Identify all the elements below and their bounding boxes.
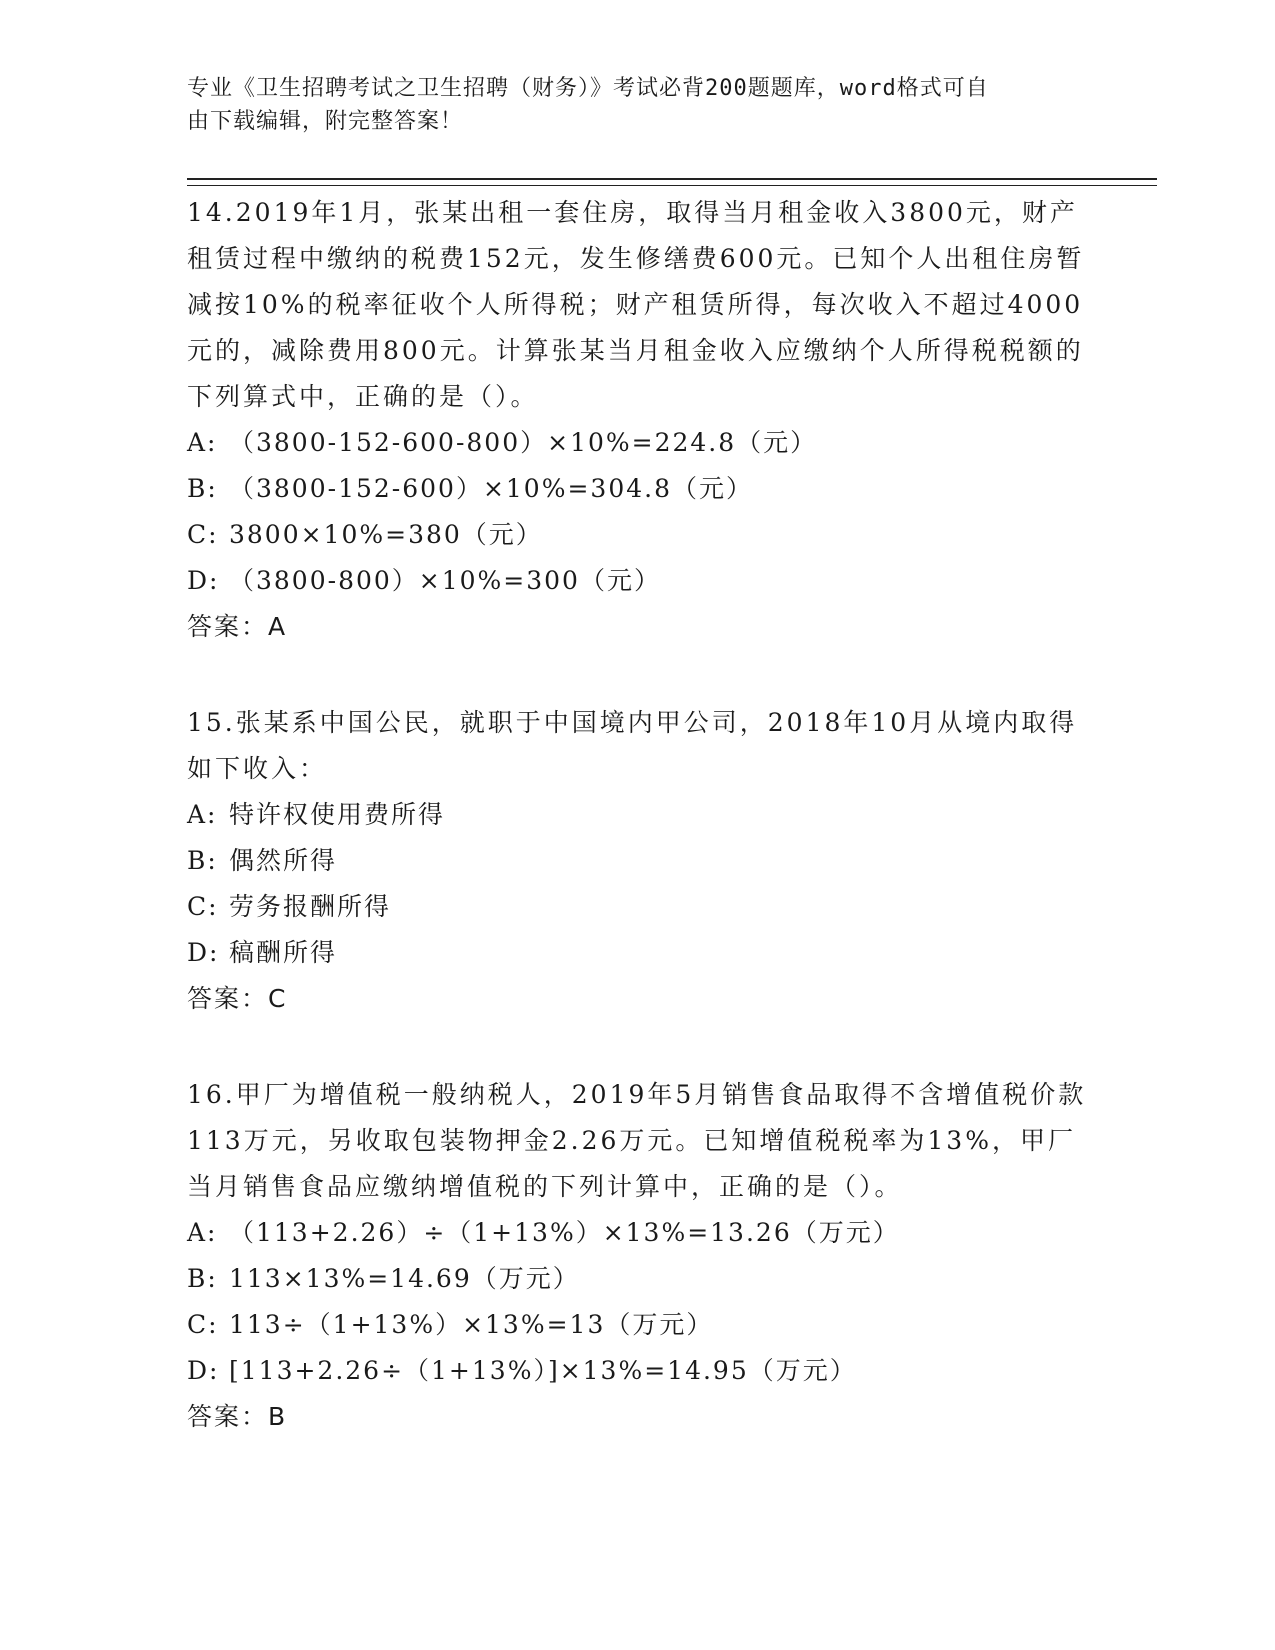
answer-line: 答案：B [187,1402,288,1431]
header-divider [187,178,1157,186]
option-a [187,420,1087,466]
option-d [187,930,1087,976]
option-text: 113×13%=14.69（万元） [229,1264,580,1293]
option-key: D: [187,566,220,595]
option-text: 劳务报酬所得 [229,892,392,921]
option-c [187,1302,1087,1348]
option-b [187,466,1087,512]
option-key: B: [187,846,218,875]
option-a [187,1210,1087,1256]
document-header [187,72,1067,138]
option-b [187,1256,1087,1302]
option-key: C: [187,892,219,921]
question-15 [187,700,1087,1022]
option-key: C: [187,1310,219,1339]
header-line-2: 由下载编辑，附完整答案！ [187,109,464,134]
option-d [187,1348,1087,1394]
option-text: 3800×10%=380（元） [229,520,543,549]
option-text: （113+2.26）÷（1+13%）×13%=13.26（万元） [229,1218,900,1247]
option-text: 稿酬所得 [229,938,338,967]
option-c [187,512,1087,558]
option-key: A: [187,800,218,829]
question-stem: 14.2019年1月，张某出租一套住房，取得当月租金收入3800元，财产租赁过程中缴纳的税费152元，发生修缮费600元。已知个人出租住房暂减按10%的税率征收个人所得税；财产租赁所得，每次收入不超过4000元的，减除费用800元。计算张某当月租金收入应缴纳个人所得税税额的下列算式中，正确的是（）。 [187,198,1085,411]
question-list [187,190,1087,1440]
question-14 [187,190,1087,650]
option-b [187,838,1087,884]
option-key: D: [187,938,220,967]
answer-line: 答案：C [187,984,288,1013]
question-16 [187,1072,1087,1440]
option-key: A: [187,428,218,457]
option-text: （3800-152-600-800）×10%=224.8（元） [229,428,818,457]
option-key: B: [187,1264,218,1293]
option-text: 113÷（1+13%）×13%=13（万元） [229,1310,714,1339]
option-text: 特许权使用费所得 [229,800,446,829]
option-a [187,792,1087,838]
option-key: D: [187,1356,220,1385]
option-text: 偶然所得 [229,846,338,875]
option-text: （3800-152-600）×10%=304.8（元） [229,474,753,503]
option-c [187,884,1087,930]
option-text: （3800-800）×10%=300（元） [229,566,661,595]
answer-line: 答案：A [187,612,288,641]
question-stem: 16.甲厂为增值税一般纳税人，2019年5月销售食品取得不含增值税价款113万元，另收取包装物押金2.26万元。已知增值税税率为13%，甲厂当月销售食品应缴纳增值税的下列计算中，正确的是（）。 [187,1080,1087,1201]
option-key: C: [187,520,219,549]
question-stem: 15.张某系中国公民，就职于中国境内甲公司，2018年10月从境内取得如下收入： [187,708,1078,783]
option-text: [113+2.26÷（1+13%）]×13%=14.95（万元） [229,1356,857,1385]
option-d [187,558,1087,604]
option-key: A: [187,1218,218,1247]
header-line-1: 专业《卫生招聘考试之卫生招聘（财务）》考试必背200题题库，word格式可自 [187,76,989,101]
option-key: B: [187,474,218,503]
